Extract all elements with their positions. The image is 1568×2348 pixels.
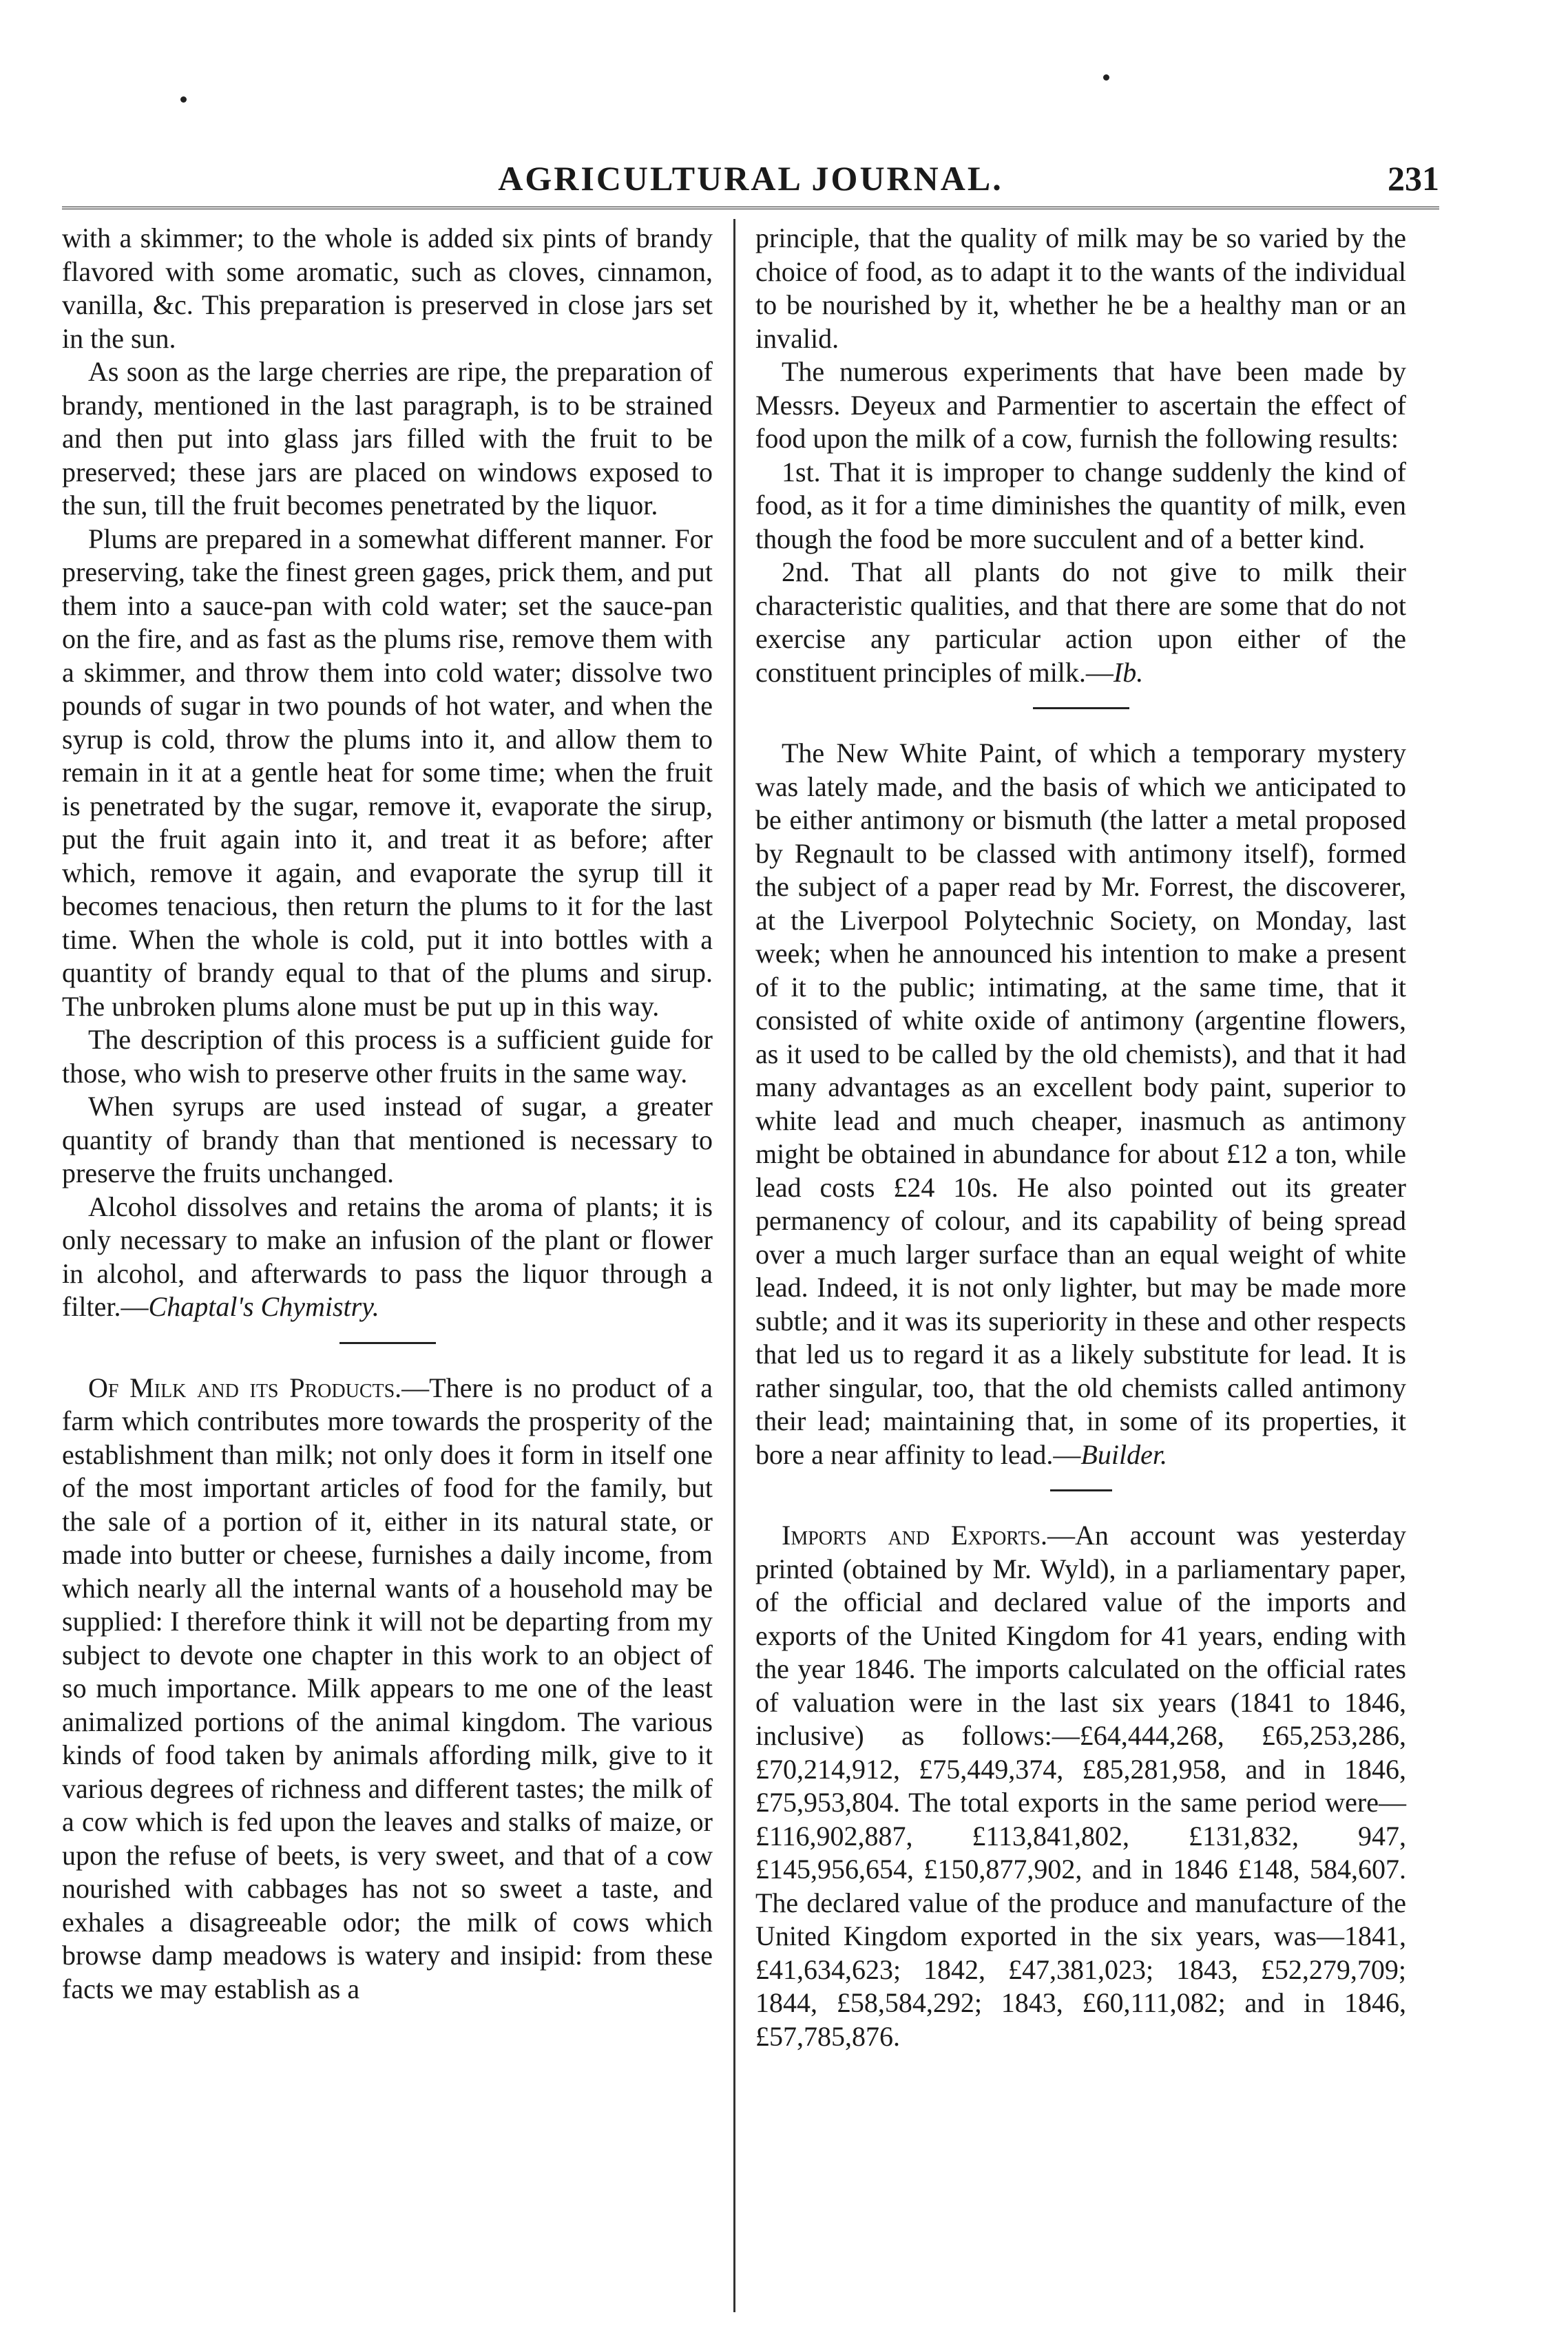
- source-attribution: Chaptal's Chymistry.: [148, 1291, 379, 1322]
- page-header: [62, 153, 1439, 201]
- right-column: [755, 222, 1406, 2053]
- print-speck: [180, 96, 187, 103]
- article-milk: [62, 1372, 713, 2006]
- article-white-paint: [755, 737, 1406, 1471]
- paragraph: principle, that the quality of milk may be so varied by the choice of food, as to adapt it to the wants of the individual to be nourished by it, whether he be a healthy man or an invalid.: [755, 222, 1406, 354]
- paragraph: As soon as the large cherries are ripe, the preparation of brandy, mentioned in the last paragraph, is to be strained and then put into glass jars filled with the fruit to be preserved; these jars are placed on windows exposed to the sun, till the fruit becomes penetrated by the liquor.: [62, 356, 713, 521]
- header-rule: [62, 207, 1439, 209]
- section-separator: [1033, 707, 1129, 709]
- article-text: —An account was yesterday printed (obtained by Mr. Wyld), in a parliamentary paper, of the official and declared value of the imports and exports of the United Kingdom for 41 years, ending with the year 1846. The imports calculated on the official rates of valuation were in the last six years (1841 to 1846, inclusive) as follows:—£64,444,268, £65,253,286, £70,214,912, £75,449,374, £85,281,958, and in 1846, £75,953,804. The total exports in the same period were—£116,902,887, £113,841,802, £131,832, 947, £145,956,654, £150,877,902, and in 1846 £148, 584,607. The declared value of the produce and manufacture of the United Kingdom exported in the six years, was—1841, £41,634,623; 1842, £47,381,023; 1843, £52,279,709; 1844, £58,584,292; 1843, £60,111,082; and in 1846, £57,785,876.: [755, 1520, 1406, 2052]
- paragraph: 1st. That it is improper to change suddenly the kind of food, as it for a time diminishes the quantity of milk, even though the food be more succulent and of a better kind.: [755, 456, 1406, 554]
- article-heading: Of Milk and its Products.: [88, 1372, 402, 1403]
- paragraph-text: 2nd. That all plants do not give to milk their characteristic qualities, and that there are some that do not exercise any particular action upon either of the constituent principles of milk.—: [755, 556, 1406, 688]
- running-title: AGRICULTURAL JOURNAL.: [498, 159, 1003, 198]
- section-separator: [1050, 1489, 1112, 1491]
- paragraph: [62, 1191, 713, 1324]
- paragraph: When syrups are used instead of sugar, a greater quantity of brandy than that mentioned is necessary to preserve the fruits unchanged.: [62, 1091, 713, 1188]
- article-text: The New White Paint, of which a temporary mystery was lately made, and the basis of which we anticipated to be either antimony or bismuth (the latter a metal proposed by Regnault to be classed with antimony itself), formed the subject of a paper read by Mr. Forrest, the discoverer, at the Liverpool Polytechnic Society, on Monday, last week; when he announced his intention to make a present of it to the public; intimating, at the same time, that it consisted of white oxide of antimony (argentine flowers, as it used to be called by the old chemists), and that it had many advantages as an excellent body paint, superior to white lead and much cheaper, inasmuch as antimony might be obtained in abundance for about £12 a ton, while lead costs £24 10s. He also pointed out its greater permanency of colour, and its capability of being spread over a much larger surface than an equal weight of white lead. Indeed, it is not only lighter, but may be made more subtle; and it was its superiority in these and other respects that led us to regard it as a likely substitute for lead. It is rather singular, too, that the old chemists called antimony their lead; maintaining that, in some of its properties, it bore a near affinity to lead.—: [755, 737, 1406, 1470]
- print-speck: [1103, 74, 1109, 81]
- article-text: —There is no product of a farm which contributes more towards the prosperity of the establishment than milk; not only does it form in itself one of the most important articles of food for the family, but the sale of a portion of it, either in its natural state, or made into butter or cheese, furnishes a daily income, from which nearly all the internal wants of a household may be supplied: I therefore think it will not be departing from my subject to devote one chapter in this work to an object of so much importance. Milk appears to me one of the least animalized portions of the animal kingdom. The various kinds of food taken by animals affording milk, give to it various degrees of richness and different tastes; the milk of a cow which is fed upon the leaves and stalks of maize, or upon the refuse of beets, is very sweet, and that of a cow nourished with cabbages has not so sweet a taste, and exhales a disagreeable odor; the milk of cows which browse damp meadows is watery and insipid: from these facts we may establish as a: [62, 1372, 713, 2004]
- source-attribution: Builder.: [1080, 1438, 1167, 1470]
- section-separator: [339, 1342, 436, 1344]
- paragraph: [755, 556, 1406, 689]
- article-imports-exports: [755, 1519, 1406, 2053]
- article-heading: Imports and Exports.: [782, 1520, 1047, 1551]
- paragraph: with a skimmer; to the whole is added six pints of brandy flavored with some aromatic, such as cloves, cinnamon, vanilla, &c. This preparation is preserved in close jars set in the sun.: [62, 222, 713, 354]
- column-divider: [733, 219, 735, 2312]
- left-column: [62, 222, 713, 2006]
- paragraph: The numerous experiments that have been made by Messrs. Deyeux and Parmentier to ascertain the effect of food upon the milk of a cow, furnish the following results:: [755, 356, 1406, 454]
- source-attribution: Ib.: [1113, 656, 1144, 688]
- paragraph: The description of this process is a sufficient guide for those, who wish to preserve other fruits in the same way.: [62, 1024, 713, 1089]
- paragraph: Plums are prepared in a somewhat different manner. For preserving, take the finest green gages, prick them, and put them into a sauce-pan with cold water; set the sauce-pan on the fire, and as fast as the plums rise, remove them with a skimmer, and throw them into cold water; dissolve two pounds of sugar in two pounds of hot water, and when the syrup is cold, throw the plums into it, and allow them to remain in it at a gentle heat for some time; when the fruit is penetrated by the sugar, remove it, evaporate the sirup, put the fruit again into it, and treat it as before; after which, remove it again, and evaporate the syrup till it becomes tenacious, then return the plums to it for the last time. When the whole is cold, put it into bottles with a quantity of brandy equal to that of the plums and sirup. The unbroken plums alone must be put up in this way.: [62, 523, 713, 1022]
- paragraph-text: Alcohol dissolves and retains the aroma of plants; it is only necessary to make an infusion of the plant or flower in alcohol, and afterwards to pass the liquor through a filter.—: [62, 1191, 713, 1322]
- page-number: 231: [1388, 159, 1439, 198]
